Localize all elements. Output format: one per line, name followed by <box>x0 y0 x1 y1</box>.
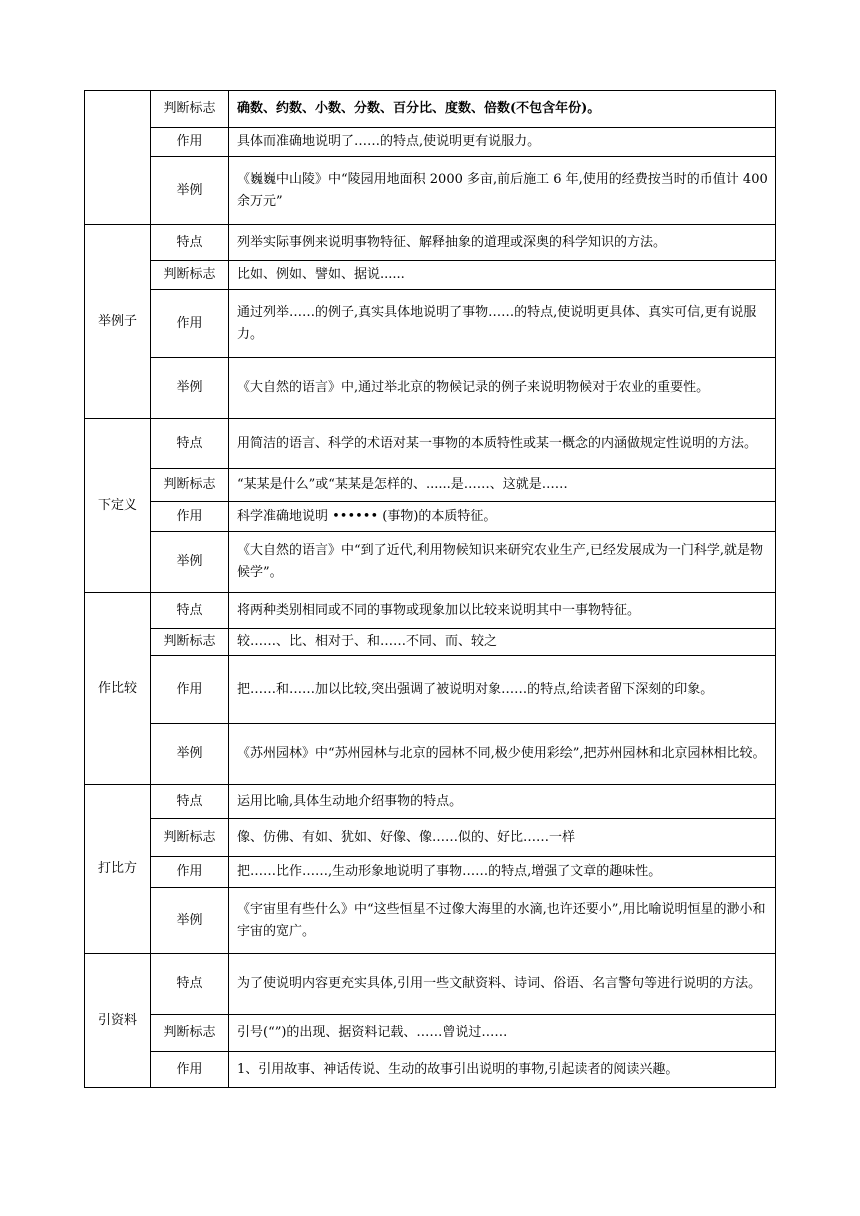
table-row <box>85 157 776 225</box>
row-text: 像、仿佛、有如、犹如、好像、像……似的、好比……一样 <box>229 819 776 857</box>
row-label: 判断标志 <box>151 1015 229 1052</box>
row-label: 判断标志 <box>151 629 229 656</box>
table-row <box>85 629 776 656</box>
row-text: 引号(“”)的出现、据资料记载、……曾说过…… <box>229 1015 776 1052</box>
table-row <box>85 888 776 954</box>
row-label: 举例 <box>151 888 229 954</box>
row-text: 《大自然的语言》中“到了近代,利用物候知识来研究农业生产,已经发展成为一门科学,就是物候学”。 <box>229 532 776 593</box>
row-label: 作用 <box>151 656 229 724</box>
row-label: 特点 <box>151 225 229 261</box>
row-label: 举例 <box>151 724 229 785</box>
table-row <box>85 819 776 857</box>
row-text: 为了使说明内容更充实具体,引用一些文献资料、诗词、俗语、名言警句等进行说明的方法。 <box>229 954 776 1015</box>
row-label: 判断标志 <box>151 819 229 857</box>
row-text: 科学准确地说明 •••••• (事物)的本质特征。 <box>229 502 776 532</box>
table-row <box>85 358 776 419</box>
table-row <box>85 857 776 888</box>
row-label: 举例 <box>151 358 229 419</box>
row-text: 比如、例如、譬如、据说...... <box>229 261 776 290</box>
row-label: 判断标志 <box>151 261 229 290</box>
category-cell: 举例子 <box>85 225 151 419</box>
row-label: 举例 <box>151 157 229 225</box>
table-row <box>85 225 776 261</box>
row-text: “某某是什么”或“某某是怎样的、......是……、这就是…… <box>229 469 776 502</box>
row-text: 《巍巍中山陵》中“陵园用地面积 2000 多亩,前后施工 6 年,使用的经费按当时的币值计 400 余万元” <box>229 157 776 225</box>
category-cell: 作比较 <box>85 593 151 785</box>
table-row <box>85 954 776 1015</box>
row-text: 把……和……加以比较,突出强调了被说明对象……的特点,给读者留下深刻的印象。 <box>229 656 776 724</box>
row-label: 判断标志 <box>151 469 229 502</box>
row-text: 《宇宙里有些什么》中“这些恒星不过像大海里的水滴,也许还要小”,用比喻说明恒星的渺小和宇宙的宽广。 <box>229 888 776 954</box>
row-text: 通过列举……的例子,真实具体地说明了事物……的特点,使说明更具体、真实可信,更有说服力。 <box>229 290 776 358</box>
row-label: 作用 <box>151 128 229 157</box>
category-cell <box>85 91 151 225</box>
row-label: 特点 <box>151 593 229 629</box>
row-label: 特点 <box>151 419 229 469</box>
table-row <box>85 91 776 128</box>
table-row <box>85 469 776 502</box>
category-cell: 打比方 <box>85 785 151 954</box>
row-label: 特点 <box>151 785 229 819</box>
row-label: 举例 <box>151 532 229 593</box>
row-text: 确数、约数、小数、分数、百分比、度数、倍数(不包含年份)。 <box>229 91 776 128</box>
row-text: 将两种类别相同或不同的事物或现象加以比较来说明其中一事物特征。 <box>229 593 776 629</box>
row-text: 把……比作……,生动形象地说明了事物……的特点,增强了文章的趣味性。 <box>229 857 776 888</box>
table-row <box>85 261 776 290</box>
row-text: 《苏州园林》中“苏州园林与北京的园林不同,极少使用彩绘”,把苏州园林和北京园林相比较。 <box>229 724 776 785</box>
row-text: 1、引用故事、神话传说、生动的故事引出说明的事物,引起读者的阅读兴趣。 <box>229 1052 776 1088</box>
row-text: 《大自然的语言》中,通过举北京的物候记录的例子来说明物候对于农业的重要性。 <box>229 358 776 419</box>
row-text: 运用比喻,具体生动地介绍事物的特点。 <box>229 785 776 819</box>
row-label: 作用 <box>151 857 229 888</box>
table-row <box>85 724 776 785</box>
category-cell: 引资料 <box>85 954 151 1088</box>
row-label: 判断标志 <box>151 91 229 128</box>
table-row <box>85 290 776 358</box>
row-label: 特点 <box>151 954 229 1015</box>
table-row <box>85 1015 776 1052</box>
category-cell: 下定义 <box>85 419 151 593</box>
row-text: 具体而准确地说明了……的特点,使说明更有说服力。 <box>229 128 776 157</box>
table-row <box>85 419 776 469</box>
row-label: 作用 <box>151 1052 229 1088</box>
row-label: 作用 <box>151 502 229 532</box>
table-row <box>85 656 776 724</box>
row-text: 较……、比、相对于、和……不同、而、较之 <box>229 629 776 656</box>
table-row <box>85 1052 776 1088</box>
explanation-methods-table <box>84 90 776 1088</box>
row-text: 用简洁的语言、科学的术语对某一事物的本质特性或某一概念的内涵做规定性说明的方法。 <box>229 419 776 469</box>
row-text: 列举实际事例来说明事物特征、解释抽象的道理或深奥的科学知识的方法。 <box>229 225 776 261</box>
table-row <box>85 128 776 157</box>
table-row <box>85 532 776 593</box>
table-row <box>85 785 776 819</box>
row-label: 作用 <box>151 290 229 358</box>
table-row <box>85 593 776 629</box>
table-row <box>85 502 776 532</box>
